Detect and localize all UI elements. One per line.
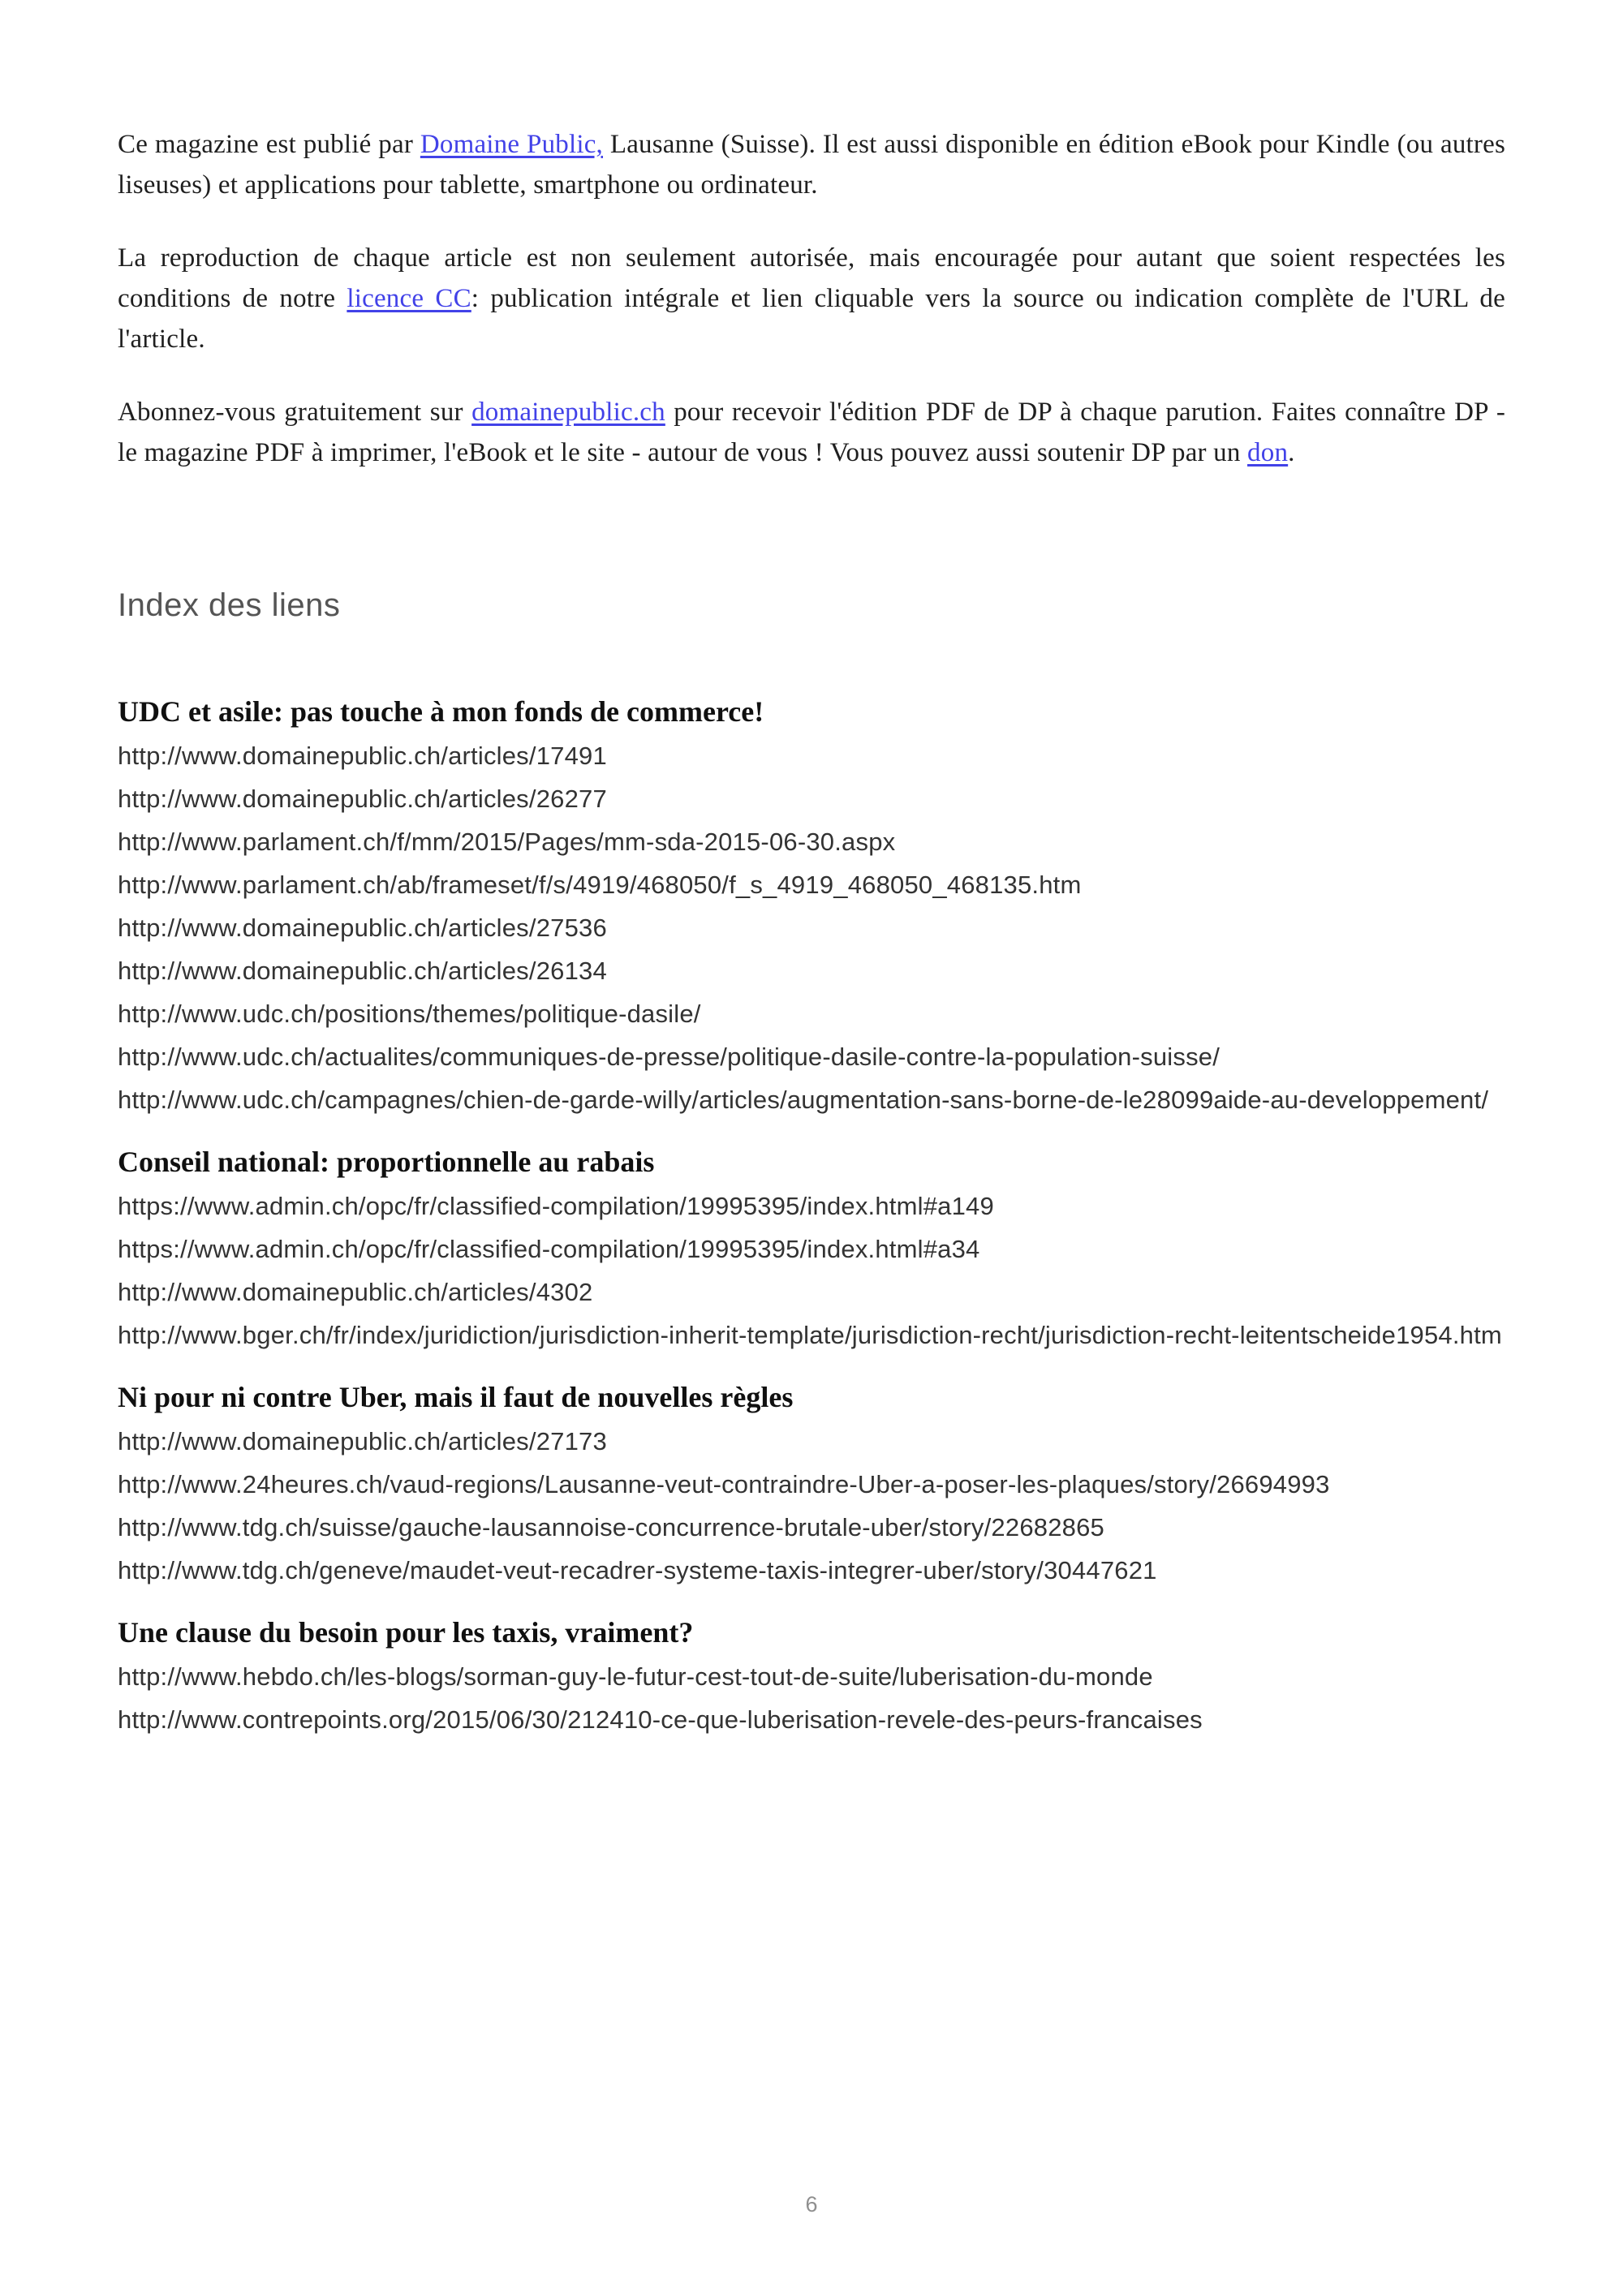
index-title: Index des liens (118, 587, 341, 623)
text-run: Abonnez-vous gratuitement sur (118, 398, 472, 427)
link-index-sections (118, 689, 1505, 1741)
url-line: http://www.24heures.ch/vaud-regions/Lausanne-veut-contraindre-Uber-a-poser-les-plaques/story/26694993 (118, 1470, 1330, 1498)
url-line: http://www.domainepublic.ch/articles/26277 (118, 785, 607, 813)
text-run: . (1288, 438, 1295, 467)
url-line: http://www.udc.ch/actualites/communiques-de-presse/politique-dasile-contre-la-population-suisse/ (118, 1043, 1220, 1071)
link-index-section (118, 1374, 1505, 1592)
page-number: 6 (805, 2192, 818, 2216)
url-line: http://www.parlament.ch/f/mm/2015/Pages/mm-sda-2015-06-30.aspx (118, 828, 896, 856)
section-title: Une clause du besoin pour les taxis, vraiment? (118, 1616, 694, 1649)
link-index-section (118, 1139, 1505, 1357)
url-line: https://www.admin.ch/opc/fr/classified-compilation/19995395/index.html#a149 (118, 1192, 994, 1220)
section-title: UDC et asile: pas touche à mon fonds de commerce! (118, 695, 764, 728)
url-line: http://www.domainepublic.ch/articles/27536 (118, 914, 607, 942)
url-line: http://www.udc.ch/campagnes/chien-de-garde-willy/articles/augmentation-sans-borne-de-le28099aide-au-developpement/ (118, 1086, 1489, 1114)
text-run: Lausanne (Suisse). Il est aussi disponible en édition eBook pour Kindle (ou autres liseuses) et applications pour tablette, smartphone ou ordinateur. (118, 130, 1505, 200)
url-line: http://www.parlament.ch/ab/frameset/f/s/4919/468050/f_s_4919_468050_468135.htm (118, 871, 1082, 899)
link-index-section (118, 689, 1505, 1121)
section-title: Conseil national: proportionnelle au rabais (118, 1146, 655, 1178)
url-line: http://www.domainepublic.ch/articles/27173 (118, 1427, 607, 1455)
intro-paragraph (118, 392, 1505, 473)
url-line: http://www.hebdo.ch/les-blogs/sorman-guy-le-futur-cest-tout-de-suite/luberisation-du-monde (118, 1662, 1153, 1691)
url-line: http://www.contrepoints.org/2015/06/30/212410-ce-que-luberisation-revele-des-peurs-francaises (118, 1705, 1203, 1734)
url-line: http://www.domainepublic.ch/articles/4302 (118, 1278, 593, 1306)
licence-cc-link[interactable]: licence CC (347, 284, 471, 313)
url-line: http://www.udc.ch/positions/themes/politique-dasile/ (118, 1000, 701, 1028)
text-run: Ce magazine est publié par (118, 130, 420, 159)
url-line: https://www.admin.ch/opc/fr/classified-compilation/19995395/index.html#a34 (118, 1235, 980, 1263)
don-link[interactable]: don (1247, 438, 1289, 467)
url-line: http://www.bger.ch/fr/index/juridiction/jurisdiction-inherit-template/jurisdiction-recht/jurisdiction-recht-leitentscheide1954.htm (118, 1321, 1502, 1349)
url-line: http://www.domainepublic.ch/articles/26134 (118, 957, 607, 985)
text-run: : publication intégrale et lien cliquable vers la source ou indication complète de l'URL de l'article. (118, 284, 1505, 354)
intro-paragraphs (118, 124, 1505, 473)
domainepublic-ch-link[interactable]: domainepublic.ch (471, 398, 665, 427)
url-line: http://www.domainepublic.ch/articles/17491 (118, 742, 607, 770)
url-line: http://www.tdg.ch/geneve/maudet-veut-recadrer-systeme-taxis-integrer-uber/story/30447621 (118, 1556, 1157, 1584)
url-line: http://www.tdg.ch/suisse/gauche-lausannoise-concurrence-brutale-uber/story/22682865 (118, 1513, 1104, 1541)
text-run: La reproduction de chaque article est non seulement autorisée, mais encouragée pour autant que soient respectées les conditions de notre (118, 243, 1505, 313)
domaine-public-link[interactable]: Domaine Public, (420, 130, 604, 159)
intro-paragraph (118, 238, 1505, 359)
section-title: Ni pour ni contre Uber, mais il faut de nouvelles règles (118, 1381, 794, 1413)
intro-paragraph (118, 124, 1505, 205)
link-index-section (118, 1610, 1505, 1741)
text-run: pour recevoir l'édition PDF de DP à chaque parution. Faites connaître DP - le magazine PDF à imprimer, l'eBook et le site - autour de vous ! Vous pouvez aussi soutenir DP par un (118, 398, 1506, 467)
